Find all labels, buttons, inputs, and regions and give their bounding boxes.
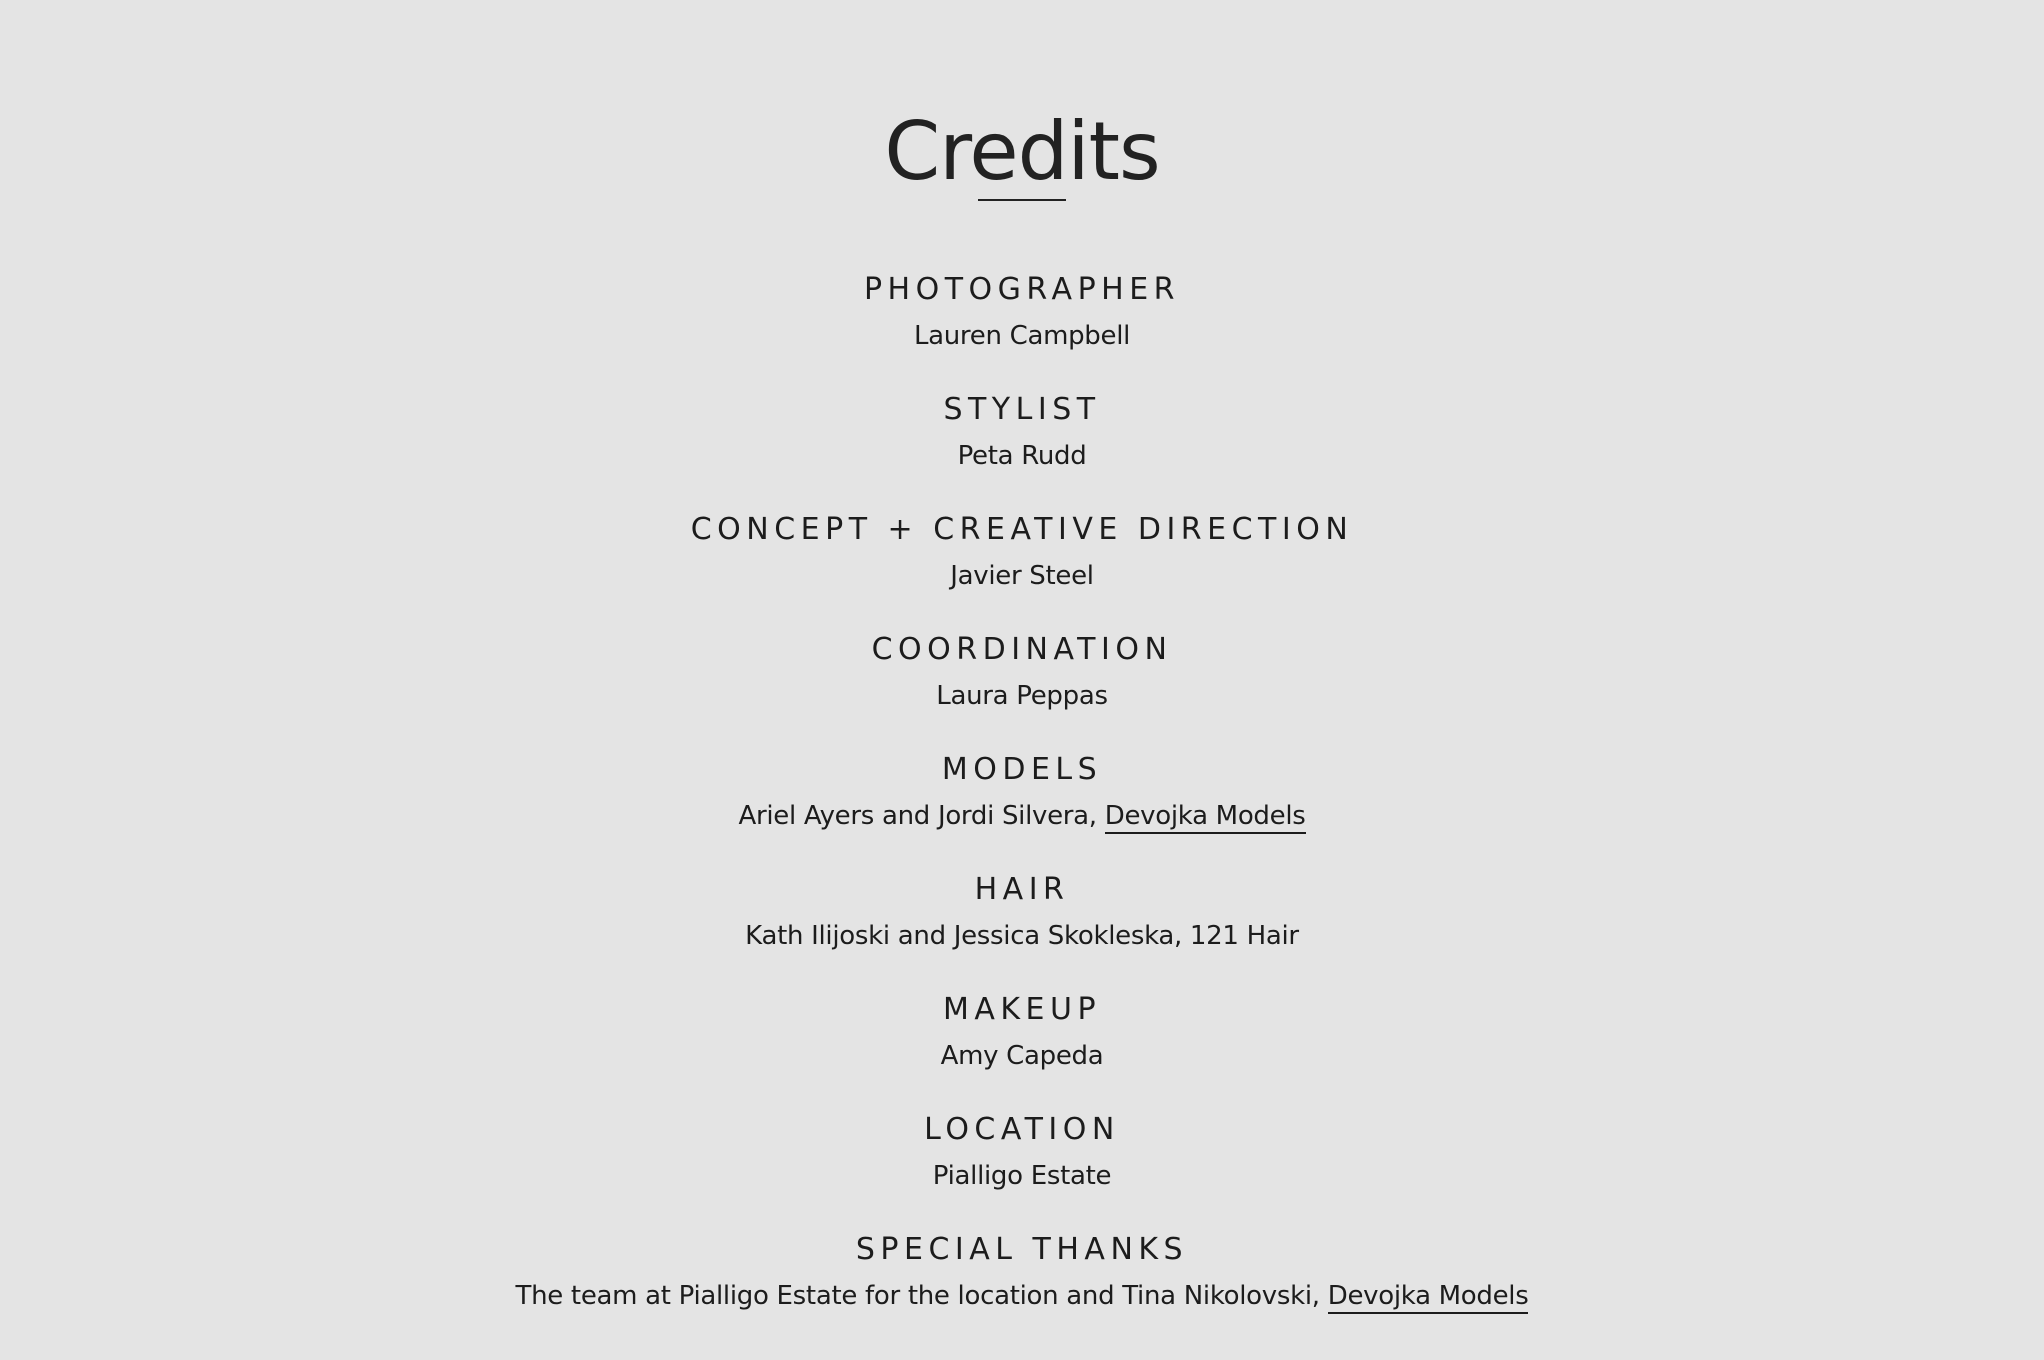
credit-heading: MAKEUP [942,992,1102,1027]
credit-text: Javier Steel [950,561,1094,591]
credit-text: Peta Rudd [957,441,1087,471]
credit-heading: MODELS [941,752,1103,787]
title-divider [978,199,1066,201]
credit-text: The team at Pialligo Estate for the location and Tina Nikolovski, [515,1281,1328,1311]
credit-text: Ariel Ayers and Jordi Silvera, [738,801,1105,831]
credit-value [0,916,2044,956]
credit-text: Lauren Campbell [913,321,1131,351]
credit-heading: STYLIST [943,392,1101,427]
credit-photographer [0,270,2044,356]
credit-value [0,1036,2044,1076]
credit-text: Kath Ilijoski and Jessica Skokleska, 121 Hair [745,921,1299,951]
credit-heading: PHOTOGRAPHER [863,272,1181,307]
devojka-models-link[interactable]: Devojka Models [1105,801,1306,834]
credit-coordination [0,630,2044,716]
credit-text: Laura Peppas [936,681,1108,711]
credit-heading: COORDINATION [871,632,1173,667]
credit-value [0,316,2044,356]
devojka-models-link[interactable]: Devojka Models [1328,1281,1529,1314]
credit-text: Amy Capeda [940,1041,1104,1071]
credit-models [0,750,2044,836]
credit-value [0,676,2044,716]
credit-hair [0,870,2044,956]
credit-creative-direction [0,510,2044,596]
credit-heading: HAIR [974,872,1070,907]
credit-heading: LOCATION [924,1112,1120,1147]
credit-heading: CONCEPT + CREATIVE DIRECTION [690,512,1354,547]
credit-value [0,1156,2044,1196]
credit-text: Pialligo Estate [932,1161,1112,1191]
page-title: Credits [884,104,1160,198]
credit-value [0,796,2044,836]
credit-value [0,436,2044,476]
credit-stylist [0,390,2044,476]
credit-special-thanks [0,1230,2044,1316]
credit-value [0,556,2044,596]
credit-heading: SPECIAL THANKS [855,1232,1189,1267]
credit-value [0,1276,2044,1316]
credit-makeup [0,990,2044,1076]
credit-location [0,1110,2044,1196]
